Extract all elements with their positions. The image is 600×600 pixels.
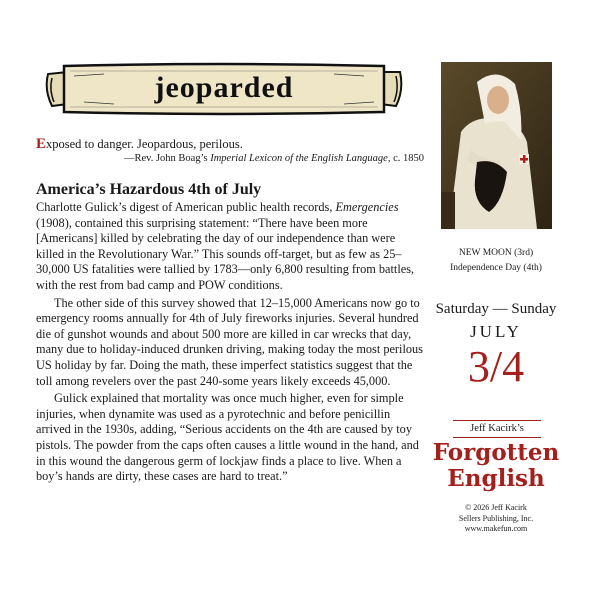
definition-dropcap: E [36, 136, 47, 152]
date-number: 3/4 [467, 342, 525, 391]
holiday-text: Independence Day (4th) [450, 263, 542, 273]
word-banner [44, 60, 404, 118]
weekday-label: Saturday — Sunday [435, 301, 557, 317]
brand-title-line1: Forgotten [432, 439, 560, 466]
moon-phase [430, 246, 562, 276]
story-body [36, 200, 426, 485]
copyright-block [430, 503, 562, 535]
nurse-painting-image [441, 62, 552, 229]
month-label: JULY [470, 322, 522, 341]
story-paragraph-3: Gulick explained that mortality was once much higher, even for simple injuries, when dynamite was used as a pyrotechnic and before penicillin arrived in the 1930s, adding, “Serious accidents on the 4th are caused by toy pistols. The powder from the caps often causes a little wound in the hand, and in this wound the dangerous germ of lockjaw finds a place to live. When a boy’s hands are dirty, these cases are hard to treat.” [36, 391, 419, 484]
author-label: Jeff Kacirk’s [453, 420, 541, 438]
brand-title-line2: English [447, 465, 545, 492]
story-paragraph-1: Charlotte Gulick’s digest of American public health records, Emergencies (1908), contained this surprising statement: “There have been more [Americans] killed by celebrating the day of our independence than were killed in the Revolutionary War.” This sounds off-target, but as few as 25–30,000 US fatalities were tallied by 1783—only 6,800 resulting from battles, with the rest from bad camp and POW conditions. [36, 200, 415, 292]
story-paragraph-2: The other side of this survey showed that 12–15,000 Americans now go to emergency rooms annually for 4th of July fireworks injuries. Several hundred die of gunshot wounds and about 500 more are killed in car wrecks that day, many due to holiday-induced drunken driving, making today the most perilous US holiday by far. Doing the math, these imperfect statistics suggest that the toll among revelers over the past 240-some years likely exceeds 45,000. [36, 295, 423, 388]
website-link[interactable]: www.makefun.com [464, 524, 528, 533]
definition [36, 137, 416, 152]
moon-text: NEW MOON (3rd) [458, 248, 534, 258]
citation-title: Imperial Lexicon of the English Language [210, 153, 388, 164]
copyright: © 2026 Jeff Kacirk [465, 503, 527, 512]
definition-citation [36, 152, 424, 166]
publisher: Sellers Publishing, Inc. [458, 513, 534, 523]
citation-suffix: , c. 1850 [387, 153, 424, 164]
citation-prefix: —Rev. John Boag’s [123, 153, 211, 164]
definition-text: xposed to danger. Jeopardous, perilous. [46, 137, 243, 151]
story-title: America’s Hazardous 4th of July [36, 181, 262, 198]
word-of-day: jeoparded [154, 71, 294, 104]
